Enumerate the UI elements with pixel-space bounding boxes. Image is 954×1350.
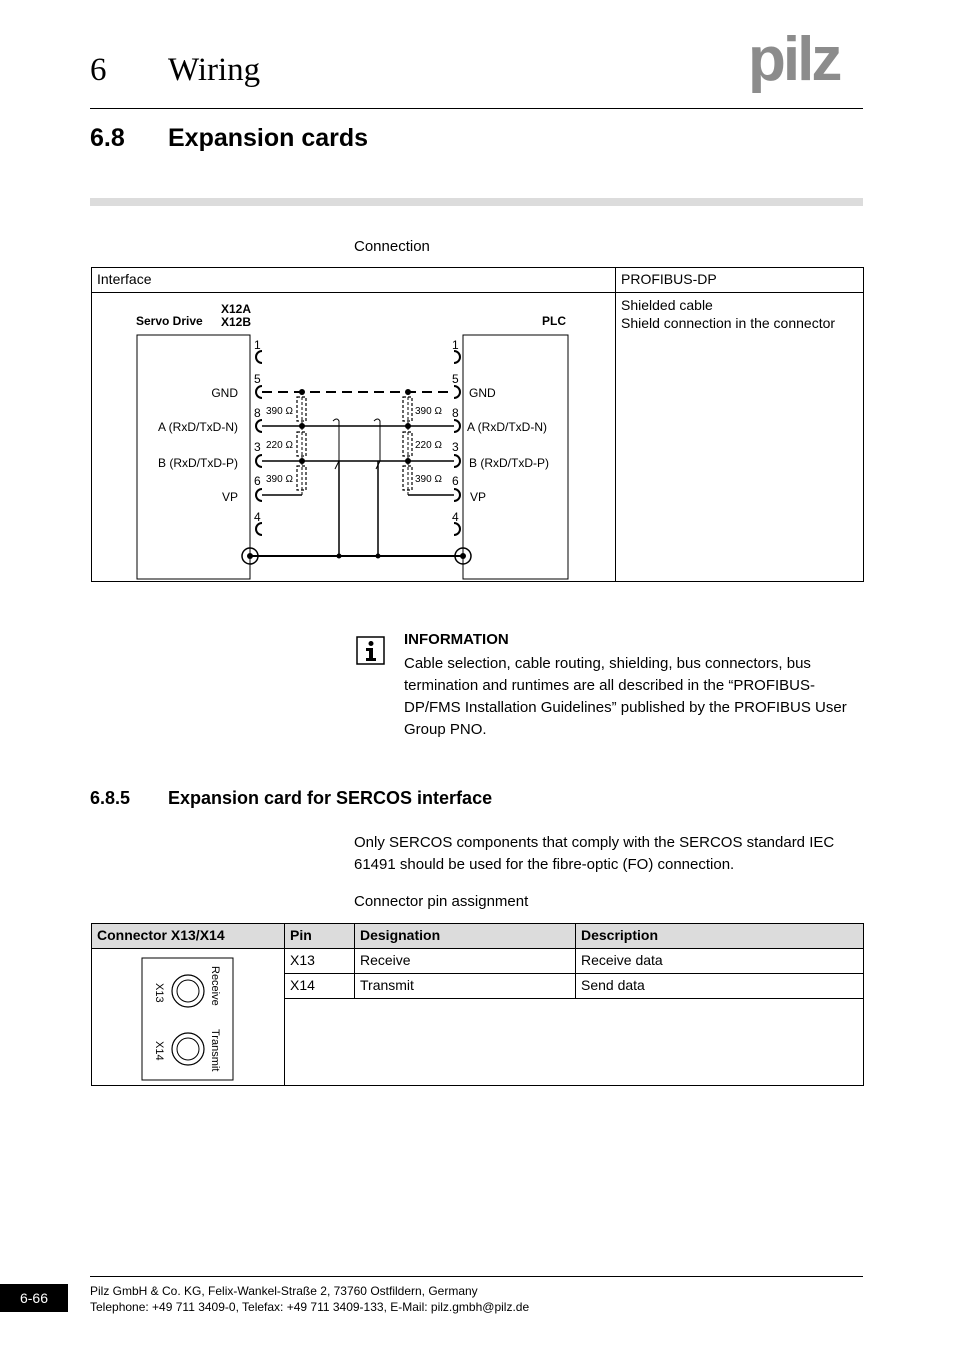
interface-header: Interface	[92, 268, 616, 293]
right-a-label: A (RxD/TxD-N)	[467, 420, 547, 434]
right-r3-label: 390 Ω	[415, 474, 442, 485]
left-vp-label: VP	[221, 490, 238, 504]
left-pin-6: 6	[254, 474, 261, 488]
right-pin-8: 8	[452, 406, 459, 420]
section-divider	[90, 198, 863, 206]
footer-line-2: Telephone: +49 711 3409-0, Telefax: +49 711 3409-133, E-Mail: pilz.gmbh@pilz.de	[90, 1300, 530, 1314]
sercos-connector-drawing	[92, 949, 286, 1089]
empty-row	[285, 999, 864, 1086]
right-pin-4: 4	[452, 510, 459, 524]
servo-drive-label: Servo Drive	[136, 314, 203, 328]
pin-assignment-caption: Connector pin assignment	[354, 893, 529, 910]
left-pin-1-contact	[256, 351, 262, 363]
profibus-header: PROFIBUS-DP	[616, 268, 864, 293]
profibus-wiring-diagram	[92, 293, 615, 588]
row1-description: Receive data	[576, 949, 864, 974]
left-r2-label: 220 Ω	[266, 440, 293, 451]
right-r1-label: 390 Ω	[415, 406, 442, 417]
subsection-number: 6.8.5	[90, 788, 131, 808]
right-vp-label: VP	[470, 490, 487, 504]
chapter-number: 6	[90, 52, 107, 88]
row1-designation: Receive	[355, 949, 576, 974]
profibus-notes	[616, 293, 864, 582]
right-pin-1: 1	[452, 338, 459, 352]
left-pin-4: 4	[254, 510, 261, 524]
right-gnd-label: GND	[469, 386, 496, 400]
table-row	[92, 949, 864, 974]
section-number: 6.8	[90, 124, 125, 152]
wiring-diagram-cell	[92, 293, 616, 582]
transmit-label: Transmit	[209, 1029, 221, 1072]
left-b-label: B (RxD/TxD-P)	[158, 456, 238, 470]
left-pin-1: 1	[254, 338, 261, 352]
shielded-cable-note: Shielded cable	[621, 297, 713, 313]
col-pin: Pin	[285, 924, 355, 949]
sercos-pin-table	[91, 923, 864, 1086]
left-a-label: A (RxD/TxD-N)	[158, 420, 238, 434]
information-icon	[356, 636, 386, 666]
right-pin-6: 6	[452, 474, 459, 488]
right-b-label: B (RxD/TxD-P)	[469, 456, 549, 470]
col-designation: Designation	[355, 924, 576, 949]
row2-pin: X14	[285, 974, 355, 999]
left-r1-label: 390 Ω	[266, 406, 293, 417]
connection-table	[91, 267, 864, 582]
x13-label: X13	[153, 983, 165, 1003]
row1-pin: X13	[285, 949, 355, 974]
information-text: Cable selection, cable routing, shielding, bus connectors, bus termination and runtimes are all described in the “PROFIBUS-DP/FMS Installation Guidelines” published by the PROFIBUS User Group PNO.	[404, 655, 847, 738]
svg-text:pilz: pilz	[748, 30, 840, 94]
row2-description: Send data	[576, 974, 864, 999]
row2-designation: Transmit	[355, 974, 576, 999]
shield-connection-note: Shield connection in the connector	[621, 315, 836, 331]
left-pin-5: 5	[254, 372, 261, 386]
header-rule	[90, 108, 863, 109]
pilz-logo	[748, 30, 864, 96]
x12a-label: X12A	[221, 302, 252, 316]
information-title: INFORMATION	[404, 631, 509, 648]
x12b-label: X12B	[221, 315, 252, 329]
sercos-intro: Only SERCOS components that comply with the SERCOS standard IEC 61491 should be used for the fibre-optic (FO) connection.	[354, 834, 835, 873]
receive-label: Receive	[209, 966, 221, 1006]
subsection-title: Expansion card for SERCOS interface	[168, 788, 493, 808]
left-r3-label: 390 Ω	[266, 474, 293, 485]
chapter-title: Wiring	[168, 52, 261, 88]
right-r2-label: 220 Ω	[415, 440, 442, 451]
left-gnd-label: GND	[211, 386, 238, 400]
connection-caption: Connection	[354, 238, 430, 255]
plc-label: PLC	[542, 314, 566, 328]
footer-line-1: Pilz GmbH & Co. KG, Felix-Wankel-Straße 2, 73760 Ostfildern, Germany	[90, 1284, 478, 1298]
right-pin-3: 3	[452, 440, 459, 454]
left-pin-3: 3	[254, 440, 261, 454]
x14-label: X14	[153, 1041, 165, 1061]
connector-image-cell	[92, 949, 285, 1086]
col-connector: Connector X13/X14	[92, 924, 285, 949]
right-pin-5: 5	[452, 372, 459, 386]
footer-address	[90, 1283, 529, 1315]
page-number: 6-66	[0, 1284, 68, 1312]
footer-rule	[90, 1276, 863, 1277]
col-description: Description	[576, 924, 864, 949]
left-pin-8: 8	[254, 406, 261, 420]
section-title: Expansion cards	[168, 124, 369, 152]
